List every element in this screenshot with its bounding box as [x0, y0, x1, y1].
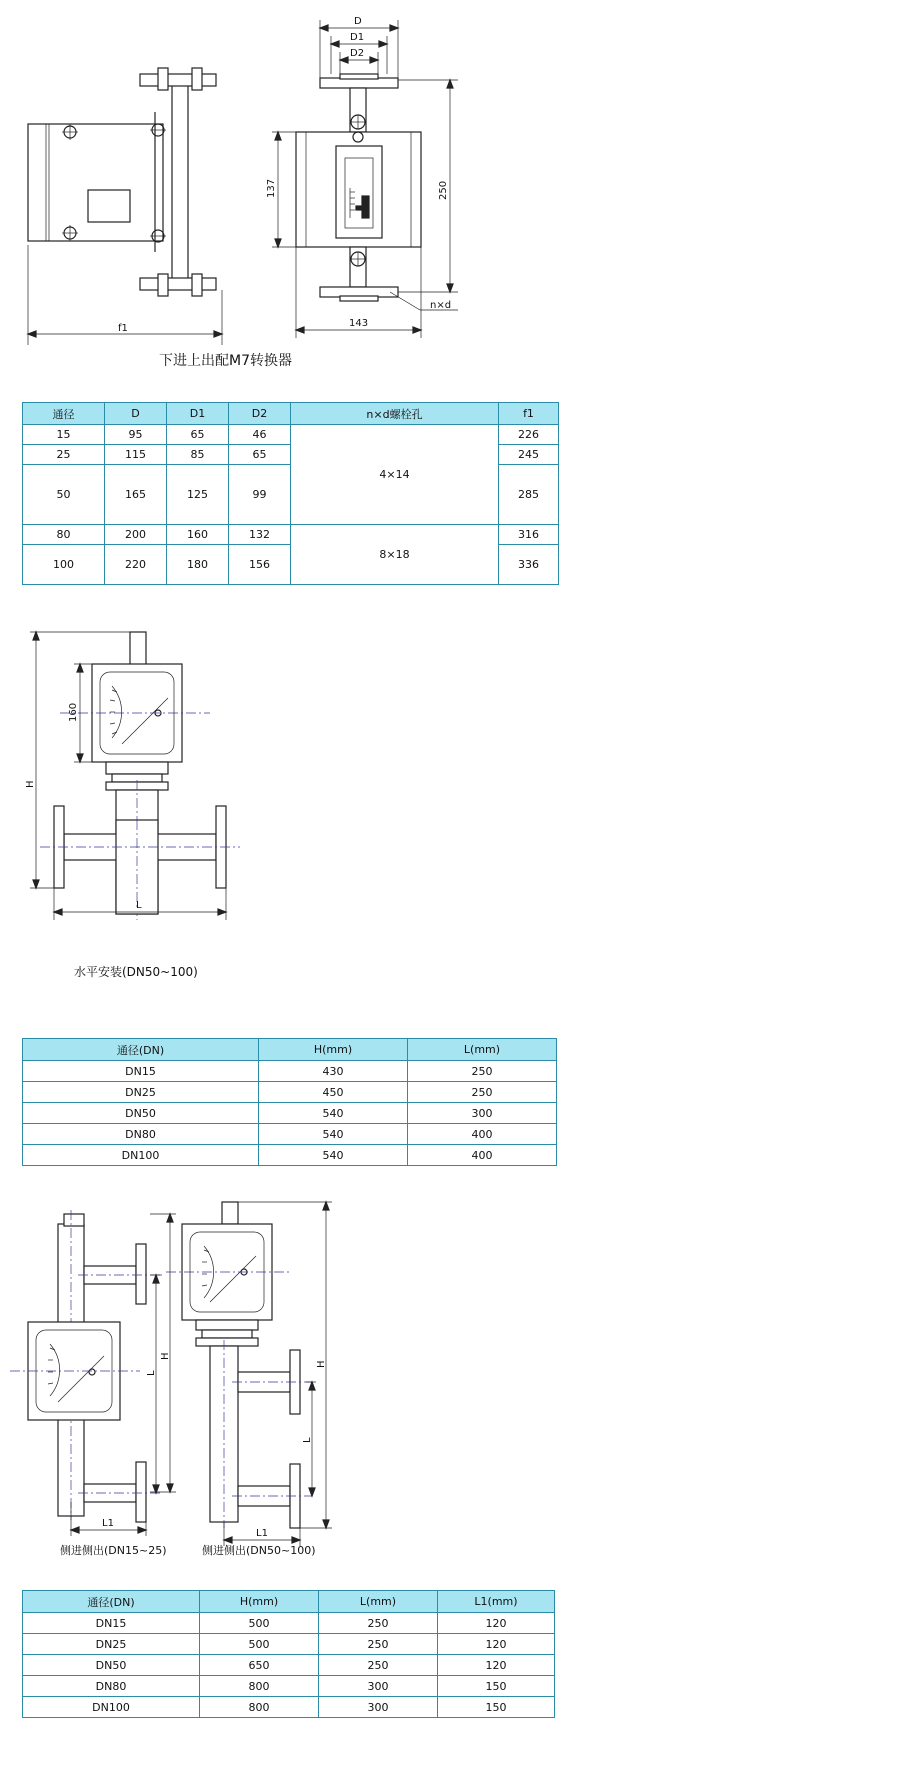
table-cell: 65	[229, 445, 291, 465]
table-cell: 180	[167, 545, 229, 585]
dim-250: 250	[438, 180, 449, 200]
table-cell: 46	[229, 425, 291, 445]
table-cell: 226	[499, 425, 559, 445]
col-header: 通径	[23, 403, 105, 425]
figure-3-drawing	[0, 1200, 360, 1539]
col-header: L(mm)	[408, 1039, 557, 1061]
table-row	[23, 1634, 555, 1655]
figure-2-drawing	[0, 620, 260, 950]
table-1	[22, 402, 559, 585]
table-row	[23, 1655, 555, 1676]
table-cell: 250	[319, 1655, 438, 1676]
table-cell: DN15	[23, 1613, 200, 1634]
table-cell: 50	[23, 465, 105, 525]
figure-3-caption-right: 侧进侧出(DN50~100)	[202, 1544, 316, 1557]
table-row	[23, 1124, 557, 1145]
table-cell: 150	[438, 1697, 555, 1718]
table-cell: 500	[200, 1634, 319, 1655]
table-row	[23, 425, 559, 445]
table-row	[23, 1082, 557, 1103]
table-cell: 300	[319, 1697, 438, 1718]
table-cell: 200	[105, 525, 167, 545]
dim-L1-right: L1	[256, 1528, 268, 1539]
table-row	[23, 525, 559, 545]
table-row	[23, 1697, 555, 1718]
dim-nxd: n×d	[430, 300, 452, 311]
table-cell: 160	[167, 525, 229, 545]
col-header: H(mm)	[200, 1591, 319, 1613]
dim-f1: f1	[118, 323, 128, 334]
table-cell: 540	[259, 1145, 408, 1166]
left-tube	[172, 84, 188, 280]
dim-160: 160	[68, 702, 79, 722]
table-cell: 120	[438, 1655, 555, 1676]
col-header: 通径(DN)	[23, 1039, 259, 1061]
left-upper-flange	[136, 1244, 146, 1304]
table-cell: 400	[408, 1124, 557, 1145]
table-cell: DN15	[23, 1061, 259, 1082]
dim-L: L	[136, 900, 142, 911]
col-header: f1	[499, 403, 559, 425]
dim-137: 137	[266, 178, 277, 198]
table-cell: 250	[408, 1082, 557, 1103]
table-3-header	[23, 1591, 555, 1613]
table-cell: 450	[259, 1082, 408, 1103]
dim-143: 143	[349, 318, 369, 329]
dim-D: D	[354, 16, 362, 27]
table-cell: 132	[229, 525, 291, 545]
table-cell: 120	[438, 1613, 555, 1634]
table-cell: 85	[167, 445, 229, 465]
table-3	[22, 1590, 555, 1718]
table-cell: 316	[499, 525, 559, 545]
table-row	[23, 1613, 555, 1634]
dim-H: H	[25, 780, 36, 788]
dim-L-left: L	[146, 1370, 157, 1376]
table-cell: DN100	[23, 1697, 200, 1718]
table-cell: 650	[200, 1655, 319, 1676]
figure-1-caption: 下进上出配M7转换器	[159, 353, 292, 369]
table-cell: 156	[229, 545, 291, 585]
table-cell: 250	[319, 1613, 438, 1634]
table-cell: 800	[200, 1697, 319, 1718]
table-cell: 120	[438, 1634, 555, 1655]
table-cell: 165	[105, 465, 167, 525]
left-top-flange	[140, 74, 216, 86]
col-header: D1	[167, 403, 229, 425]
table-cell: 220	[105, 545, 167, 585]
col-header: L1(mm)	[438, 1591, 555, 1613]
table-cell: 125	[167, 465, 229, 525]
table-cell: 95	[105, 425, 167, 445]
dim-L1-left: L1	[102, 1518, 114, 1529]
figure-3-caption-left: 侧进侧出(DN15~25)	[60, 1544, 167, 1557]
table-row	[23, 1145, 557, 1166]
table-cell: 400	[408, 1145, 557, 1166]
table-cell: DN100	[23, 1145, 259, 1166]
table-cell: 336	[499, 545, 559, 585]
converter-housing	[28, 124, 163, 241]
col-header: L(mm)	[319, 1591, 438, 1613]
table-cell: 300	[319, 1676, 438, 1697]
table-cell: 250	[408, 1061, 557, 1082]
table-cell: 540	[259, 1124, 408, 1145]
table-cell: 430	[259, 1061, 408, 1082]
bolt-cell: 8×18	[291, 525, 499, 585]
dim-D1: D1	[350, 32, 365, 43]
table-cell: 285	[499, 465, 559, 525]
table-cell: 540	[259, 1103, 408, 1124]
right-housing	[296, 132, 421, 247]
col-header: D	[105, 403, 167, 425]
table-cell: 100	[23, 545, 105, 585]
table-cell: DN25	[23, 1634, 200, 1655]
table-cell: DN50	[23, 1103, 259, 1124]
table-cell: DN80	[23, 1124, 259, 1145]
table-cell: DN50	[23, 1655, 200, 1676]
figure-2-caption: 水平安装(DN50~100)	[74, 965, 198, 979]
table-cell: 15	[23, 425, 105, 445]
table-cell: 80	[23, 525, 105, 545]
dim-H-right: H	[316, 1360, 327, 1368]
table-2	[22, 1038, 557, 1166]
figure-1-drawing	[0, 0, 480, 360]
table-cell: DN80	[23, 1676, 200, 1697]
table-cell: 150	[438, 1676, 555, 1697]
left-lower-flange	[136, 1462, 146, 1522]
bolt-cell: 4×14	[291, 425, 499, 525]
table-cell: DN25	[23, 1082, 259, 1103]
table-2-header	[23, 1039, 557, 1061]
table-cell: 245	[499, 445, 559, 465]
table-row	[23, 1061, 557, 1082]
col-header: n×d螺栓孔	[291, 403, 499, 425]
table-cell: 800	[200, 1676, 319, 1697]
col-header: H(mm)	[259, 1039, 408, 1061]
col-header: 通径(DN)	[23, 1591, 200, 1613]
table-row	[23, 1103, 557, 1124]
dim-D2: D2	[350, 48, 365, 59]
table-cell: 99	[229, 465, 291, 525]
table-cell: 25	[23, 445, 105, 465]
table-cell: 115	[105, 445, 167, 465]
left-bottom-flange	[140, 278, 216, 290]
table-1-header	[23, 403, 559, 425]
table-cell: 500	[200, 1613, 319, 1634]
dim-H-left: H	[160, 1352, 171, 1360]
table-cell: 250	[319, 1634, 438, 1655]
dim-L-right: L	[302, 1437, 313, 1443]
table-row	[23, 1676, 555, 1697]
col-header: D2	[229, 403, 291, 425]
table-cell: 65	[167, 425, 229, 445]
table-cell: 300	[408, 1103, 557, 1124]
